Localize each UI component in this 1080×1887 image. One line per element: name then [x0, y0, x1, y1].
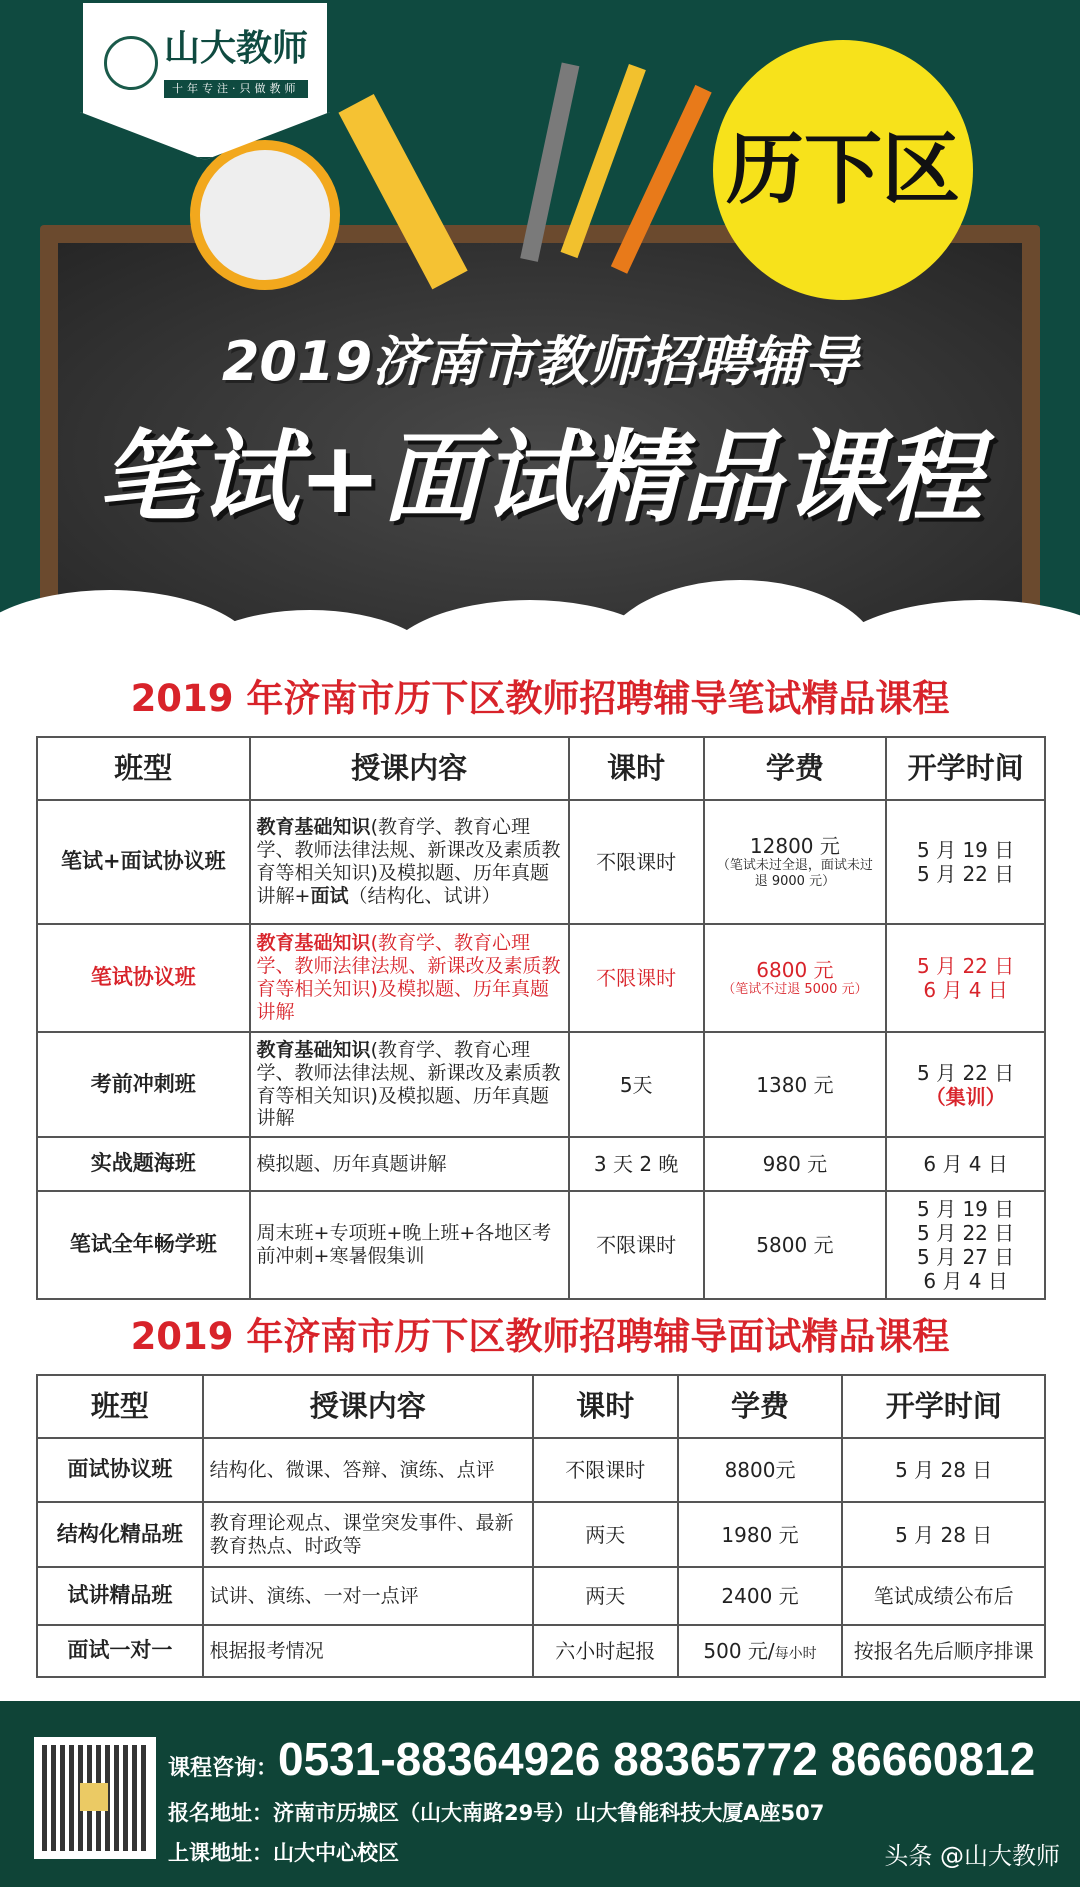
fee-note: （笔试不过退 5000 元） [722, 982, 868, 998]
start-date: 5 月 28 日 [842, 1438, 1045, 1502]
header-banner [0, 0, 1080, 670]
contact-footer [0, 1701, 1080, 1887]
start-date: 6 月 4 日 [923, 1269, 1008, 1293]
logo-seal-icon [104, 36, 158, 90]
class-hours: 六小时起报 [533, 1625, 678, 1677]
class-content [250, 924, 569, 1032]
header-content: 授课内容 [250, 737, 569, 800]
content-text: (教育学、教育心理学、教师法律法规、新课改及素质教育等相关知识)及模拟题、历年真题讲解 [256, 1038, 561, 1130]
class-name: 笔试协议班 [37, 924, 250, 1032]
class-content: 模拟题、历年真题讲解 [250, 1137, 569, 1191]
header-hours: 课时 [533, 1375, 678, 1438]
class-address-label: 上课地址： [168, 1841, 273, 1865]
class-content [250, 800, 569, 924]
class-hours: 不限课时 [569, 1191, 704, 1299]
table-header-row [37, 737, 1045, 800]
class-hours: 两天 [533, 1502, 678, 1567]
banner-title-line1: 2019济南市教师招聘辅导 [221, 330, 859, 393]
content-text: (教育学、教育心理学、教师法律法规、新课改及素质教育等相关知识)及模拟题、历年真题讲解+ [256, 816, 561, 907]
header-hours: 课时 [569, 737, 704, 800]
interview-course-table [36, 1374, 1046, 1678]
fee-amount: 6800 元 [756, 958, 834, 983]
class-content: 周末班+专项班+晚上班+各地区考前冲刺+寒暑假集训 [250, 1191, 569, 1299]
class-fee [704, 800, 887, 924]
header-content: 授课内容 [203, 1375, 533, 1438]
start-date: 笔试成绩公布后 [842, 1567, 1045, 1625]
start-date: 5 月 22 日 [917, 862, 1015, 886]
class-hours: 不限课时 [533, 1438, 678, 1502]
table-row [37, 800, 1045, 924]
clock-icon [190, 140, 340, 290]
class-content: 结构化、微课、答辩、演练、点评 [203, 1438, 533, 1502]
class-name: 笔试全年畅学班 [37, 1191, 250, 1299]
district-label: 历下区 [725, 125, 960, 215]
start-date: 按报名先后顺序排课 [842, 1625, 1045, 1677]
header-fee: 学费 [678, 1375, 843, 1438]
start-date: 5 月 22 日 [917, 1060, 1015, 1085]
table-row [37, 1191, 1045, 1299]
start-date: 5 月 19 日 [917, 1197, 1015, 1221]
start-date: 5 月 19 日 [917, 838, 1015, 862]
content-bold: 教育基础知识 [256, 816, 371, 839]
start-date: 5 月 27 日 [917, 1245, 1015, 1269]
class-name: 实战题海班 [37, 1137, 250, 1191]
class-hours: 3 天 2 晚 [569, 1137, 704, 1191]
signup-row [168, 1799, 824, 1827]
content-text: （结构化、试讲） [348, 884, 501, 907]
header-fee: 学费 [704, 737, 887, 800]
class-name: 笔试+面试协议班 [37, 800, 250, 924]
start-date: 6 月 4 日 [923, 1152, 1008, 1176]
class-hours: 不限课时 [569, 924, 704, 1032]
logo-slogan: 十年专注·只做教师 [164, 80, 308, 98]
class-fee [704, 924, 887, 1032]
table-row [37, 1137, 1045, 1191]
class-name: 面试一对一 [37, 1625, 203, 1677]
header-class-type: 班型 [37, 1375, 203, 1438]
class-name: 试讲精品班 [37, 1567, 203, 1625]
class-name: 结构化精品班 [37, 1502, 203, 1567]
written-course-title: 2019 年济南市历下区教师招聘辅导笔试精品课程 [130, 677, 950, 720]
class-hours: 5天 [569, 1032, 704, 1137]
interview-course-title: 2019 年济南市历下区教师招聘辅导面试精品课程 [130, 1315, 950, 1358]
start-date: 5 月 28 日 [842, 1502, 1045, 1567]
course-content [0, 672, 1080, 1701]
class-content [250, 1032, 569, 1137]
class-name: 考前冲刺班 [37, 1032, 250, 1137]
class-fee: 1380 元 [704, 1032, 887, 1137]
class-fee: 5800 元 [704, 1191, 887, 1299]
district-badge [713, 40, 973, 300]
table-row [37, 1567, 1045, 1625]
table-row [37, 1438, 1045, 1502]
fee-unit: 每小时 [774, 1646, 817, 1662]
start-date: 5 月 22 日 [917, 954, 1015, 978]
content-bold: 教育基础知识 [256, 932, 371, 955]
consult-label: 课程咨询： [168, 1756, 279, 1781]
logo-name: 山大教师 [164, 28, 309, 69]
signup-label: 报名地址： [168, 1801, 273, 1825]
banner-title-line2: 笔试+面试精品课程 [98, 419, 982, 536]
table-row [37, 1502, 1045, 1567]
header-class-type: 班型 [37, 737, 250, 800]
class-fee: 1980 元 [678, 1502, 843, 1567]
class-fee: 2400 元 [678, 1567, 843, 1625]
class-address-row [168, 1839, 399, 1867]
start-date: 5 月 22 日 [917, 1221, 1015, 1245]
content-bold: 教育基础知识 [256, 1038, 371, 1061]
fee-amount: 500 元/ [703, 1639, 775, 1663]
written-course-table [36, 736, 1046, 1300]
table-header-row [37, 1375, 1045, 1438]
class-dates [886, 924, 1045, 1032]
qr-code-icon[interactable] [34, 1737, 156, 1859]
watermark: 头条 @山大教师 [884, 1842, 1060, 1870]
class-dates [886, 800, 1045, 924]
class-dates [886, 1032, 1045, 1137]
consult-row [168, 1731, 1035, 1798]
class-fee: 8800元 [678, 1438, 843, 1502]
phone-numbers[interactable]: 0531-88364926 88365772 86660812 [278, 1733, 1036, 1785]
header-start-date: 开学时间 [842, 1375, 1045, 1438]
class-dates [886, 1191, 1045, 1299]
class-content: 根据报考情况 [203, 1625, 533, 1677]
class-name: 面试协议班 [37, 1438, 203, 1502]
class-hours: 不限课时 [569, 800, 704, 924]
class-fee [678, 1625, 843, 1677]
content-bold: 面试 [310, 884, 349, 907]
table-row [37, 1032, 1045, 1137]
start-date: 6 月 4 日 [923, 978, 1008, 1002]
content-text: (教育学、教育心理学、教师法律法规、新课改及素质教育等相关知识)及模拟题、历年真题讲解 [256, 932, 561, 1023]
class-content: 教育理论观点、课堂突发事件、最新教育热点、时政等 [203, 1502, 533, 1567]
table-row [37, 1625, 1045, 1677]
date-note: （集训） [925, 1084, 1006, 1109]
header-start-date: 开学时间 [886, 737, 1045, 800]
fee-note: （笔试未过全退，面试未过退 9000 元） [716, 858, 873, 889]
class-content: 试讲、演练、一对一点评 [203, 1567, 533, 1625]
class-fee: 980 元 [704, 1137, 887, 1191]
fee-amount: 12800 元 [749, 834, 840, 859]
signup-address: 济南市历城区（山大南路29号）山大鲁能科技大厦A座507 [273, 1801, 825, 1825]
class-address: 山大中心校区 [273, 1841, 399, 1865]
class-hours: 两天 [533, 1567, 678, 1625]
table-row-highlighted [37, 924, 1045, 1032]
class-dates [886, 1137, 1045, 1191]
